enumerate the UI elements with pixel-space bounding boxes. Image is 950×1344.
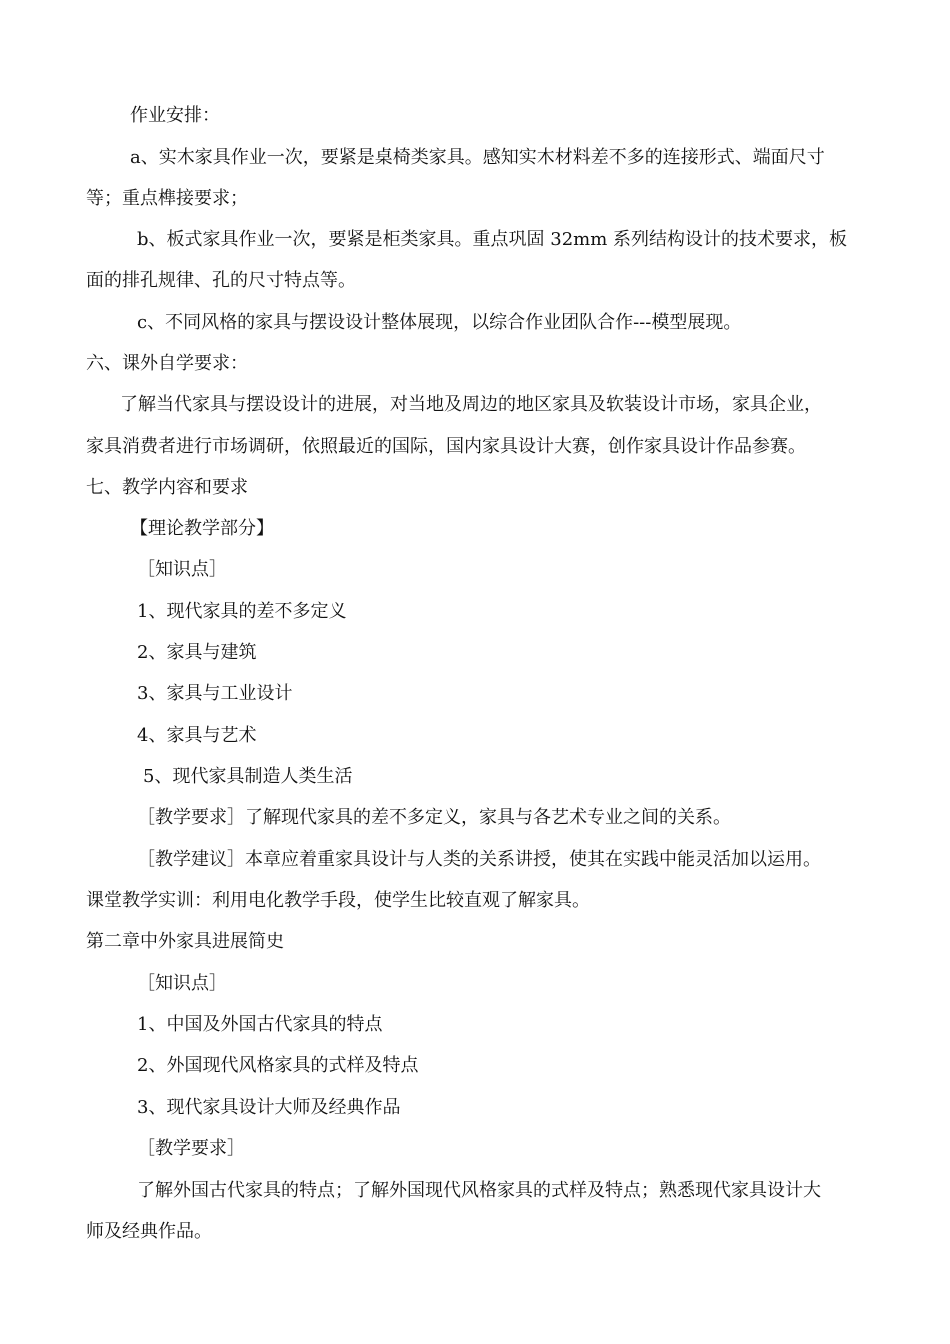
paragraph-line: 家具消费者进行市场调研，依照最近的国际，国内家具设计大赛，创作家具设计作品参赛。	[86, 436, 806, 457]
paragraph-line: ［教学要求］了解现代家具的差不多定义，家具与各艺术专业之间的关系。	[137, 807, 731, 828]
subsection-heading: 【理论教学部分】	[130, 518, 274, 539]
paragraph-line: 作业安排：	[130, 105, 220, 126]
list-item: 4、家具与艺术	[137, 725, 257, 746]
knowledge-label: ［知识点］	[137, 559, 227, 580]
list-item: 3、现代家具设计大师及经典作品	[137, 1097, 401, 1118]
list-item: 5、现代家具制造人类生活	[143, 766, 353, 787]
paragraph-line: 课堂教学实训：利用电化教学手段，使学生比较直观了解家具。	[86, 890, 590, 911]
paragraph-line: 了解外国古代家具的特点；了解外国现代风格家具的式样及特点；熟悉现代家具设计大	[137, 1180, 821, 1201]
paragraph-line: 面的排孔规律、孔的尺寸特点等。	[86, 270, 356, 291]
paragraph-line: c、不同风格的家具与摆设设计整体展现，以综合作业团队合作---模型展现。	[137, 312, 742, 333]
section-heading: 六、课外自学要求：	[86, 353, 248, 374]
list-item: 1、现代家具的差不多定义	[137, 601, 347, 622]
paragraph-line: 了解当代家具与摆设设计的进展，对当地及周边的地区家具及软装设计市场，家具企业，	[120, 394, 822, 415]
list-item: 2、家具与建筑	[137, 642, 257, 663]
knowledge-label: ［知识点］	[137, 973, 227, 994]
paragraph-line: ［教学建议］本章应着重家具设计与人类的关系讲授，使其在实践中能灵活加以运用。	[137, 849, 821, 870]
chapter-heading: 第二章中外家具进展简史	[86, 931, 284, 952]
list-item: 1、中国及外国古代家具的特点	[137, 1014, 383, 1035]
paragraph-line: 等；重点榫接要求；	[86, 188, 248, 209]
paragraph-line: 师及经典作品。	[86, 1221, 212, 1242]
section-heading: 七、教学内容和要求	[86, 477, 248, 498]
list-item: 2、外国现代风格家具的式样及特点	[137, 1055, 419, 1076]
requirement-label: ［教学要求］	[137, 1138, 245, 1159]
paragraph-line: a、实木家具作业一次，要紧是桌椅类家具。感知实木材料差不多的连接形式、端面尺寸	[130, 147, 825, 168]
list-item: 3、家具与工业设计	[137, 683, 293, 704]
paragraph-line: b、板式家具作业一次，要紧是柜类家具。重点巩固 32mm 系列结构设计的技术要求，板	[137, 229, 848, 250]
